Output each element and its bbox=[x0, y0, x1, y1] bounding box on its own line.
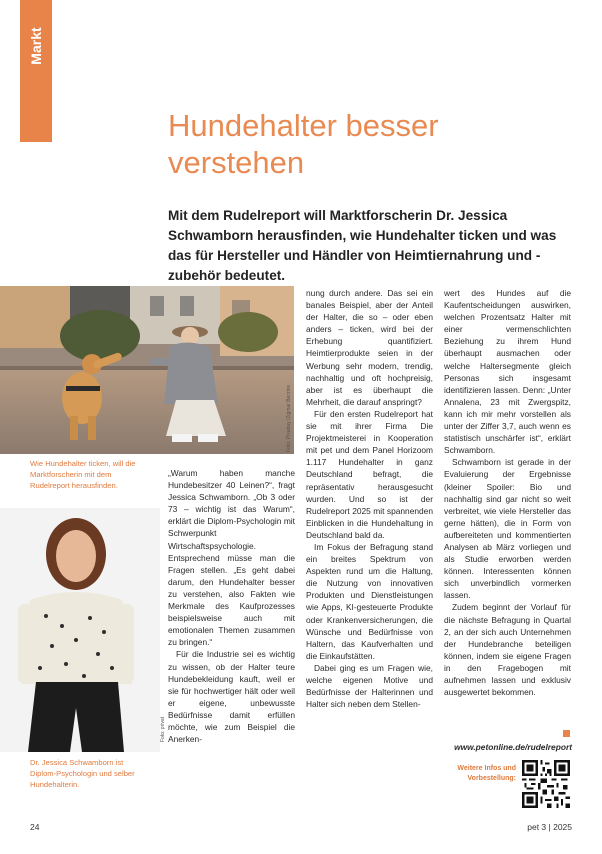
more-info-label bbox=[420, 764, 516, 784]
col3-paragraph: Schwamborn ist gerade in der Evaluierung der Ergebnisse (kleiner Spoiler: Bio und nachhaltig sind gar nicht so weit verbreitet, wie viele Hersteller das gerne hätten), die in Form von aufbereiteten und kommentierten Analysen ab März vorliegen und als Studie erworben werden können. Interessenten können sich unverbindlich vormerken lassen. bbox=[444, 457, 571, 601]
col2-paragraph: nung durch andere. Das sei ein banales Beispiel, aber der Anteil der Halter, die so – oder eben anders – ticken, wird bei der Erhebung quantifiziert. Heimtierprodukte seien in der Werbung sehr modern, trendig, nachhaltig und oft hochpreisig, aber ist es überhaupt die Mehrheit, die darauf anspringt? bbox=[306, 288, 433, 407]
qr-code[interactable] bbox=[522, 760, 570, 808]
photo-portrait-schwamborn bbox=[0, 508, 160, 752]
col3-paragraph: Zudem beginnt der Vorlauf für die nächste Befragung in Quartal 2, an der sich auch Unternehmen der Hundebranche beteiligen können, indem sie eigene Fragen in den Fragebogen mit aufnehmen lassen und exklusiv ausgewertet bekommen. bbox=[444, 602, 571, 698]
col2-paragraph: Für den ersten Rudelreport hat sie mit ihrer Firma Die Projektmeisterei in Kooperation mit pet und dem Panel Horizoom 1.117 Hundehalter in ganz Deutschland befragt, die repräsentativ herausgesucht wurden. Und so ist der Rudelreport 2025 mit spannenden Einblicken in die Hundehaltung in Deutschland bald da. bbox=[306, 408, 433, 540]
col2-paragraph: Im Fokus der Befragung stand ein breites Spektrum von Aspekten rund um die Haltung, die Nutzung von innovativen Produkten und Dienstleistungen wie Apps, KI-gesteuerte Produkte oder Krankenversicherungen, die Wünsche und Bedürfnisse von Haltern, das Kaufverhalten und die Einkaufstätten. bbox=[306, 541, 433, 661]
headline: Hundehalter besser verstehen bbox=[168, 108, 439, 180]
page-number: 24 bbox=[30, 822, 40, 832]
lead-paragraph: Mit dem Rudelreport will Marktforscherin Dr. Jessica Schwamborn herausfinden, wie Hundehalter ticken und was das für Hersteller und Händler von Heimtiernahrung und -zubehör bedeutet. bbox=[168, 208, 557, 283]
col2-paragraph: Dabei ging es um Fragen wie, welche eigenen Motive und Bedürfnisse der Halterinnen und Halter sich neben dem Stellen- bbox=[306, 662, 433, 710]
col1-paragraph: Für die Industrie sei es wichtig zu wissen, ob der Halter teure Hundebekleidung kauft, weil er sie für hochwertiger hält oder weil er eigene, unbewusste Bedürfnisse damit erfüllen möchte, wie zum Beispiel die Anerken- bbox=[168, 649, 295, 745]
petonline-link[interactable]: www.petonline.de/rudelreport bbox=[454, 742, 572, 752]
photo-woman-with-dog bbox=[0, 286, 294, 454]
photo2-credit: Foto: privat bbox=[160, 716, 166, 742]
more-info-line: Vorbestellung: bbox=[467, 775, 516, 782]
article-column-2 bbox=[306, 287, 433, 710]
end-mark bbox=[563, 730, 570, 737]
photo1-credit: Foto: Pixabay /Zigmar Berzins bbox=[286, 385, 292, 452]
article-column-3 bbox=[444, 287, 571, 698]
more-info-line: Weitere Infos und bbox=[457, 765, 516, 772]
section-tab bbox=[20, 0, 52, 142]
photo1-caption: Wie Hundehalter ticken, will die Marktforscherin mit dem Rudelreport herausfinden. bbox=[30, 459, 136, 490]
article-column-1 bbox=[168, 467, 295, 745]
col3-paragraph: wert des Hundes auf die Kaufentscheidungen auswirken, welchen Prozentsatz Halter mit einer vermenschlichten Beziehung zu ihrem Hund überhaupt ausmachen oder welche Haltersegmente gleich Personas sich insgesamt identifizieren lassen. Denn: „Unter Annalena, 23 mit Zwergspitz, kann ich mir mehr vorstellen als unter der Ziffer 3,7, auch wenn es statistisch unschärfer ist“, erklärt Schwamborn. bbox=[444, 288, 571, 456]
issue-label: pet 3 | 2025 bbox=[527, 822, 572, 832]
col1-paragraph: „Warum haben manche Hundebesitzer 40 Leinen?“, fragt Jessica Schwamborn. „Ob 3 oder 73 – wichtig ist das Warum“, erklärt die Diplom-Psychologin mit Schwerpunkt Wirtschaftspsychologie. Entsprechend müsse man die Fragen stellen. „Es geht dabei darum, den Hundehalter besser zu verstehen, also Fakten wie Merkmale des Kaufprozesses beispielsweise auch mit emotionalen Themen zusammen zu bringen.“ bbox=[168, 468, 295, 648]
section-label: Markt bbox=[28, 27, 44, 65]
photo2-caption: Dr. Jessica Schwamborn ist Diplom-Psychologin und selber Hundehalterin. bbox=[30, 758, 135, 789]
